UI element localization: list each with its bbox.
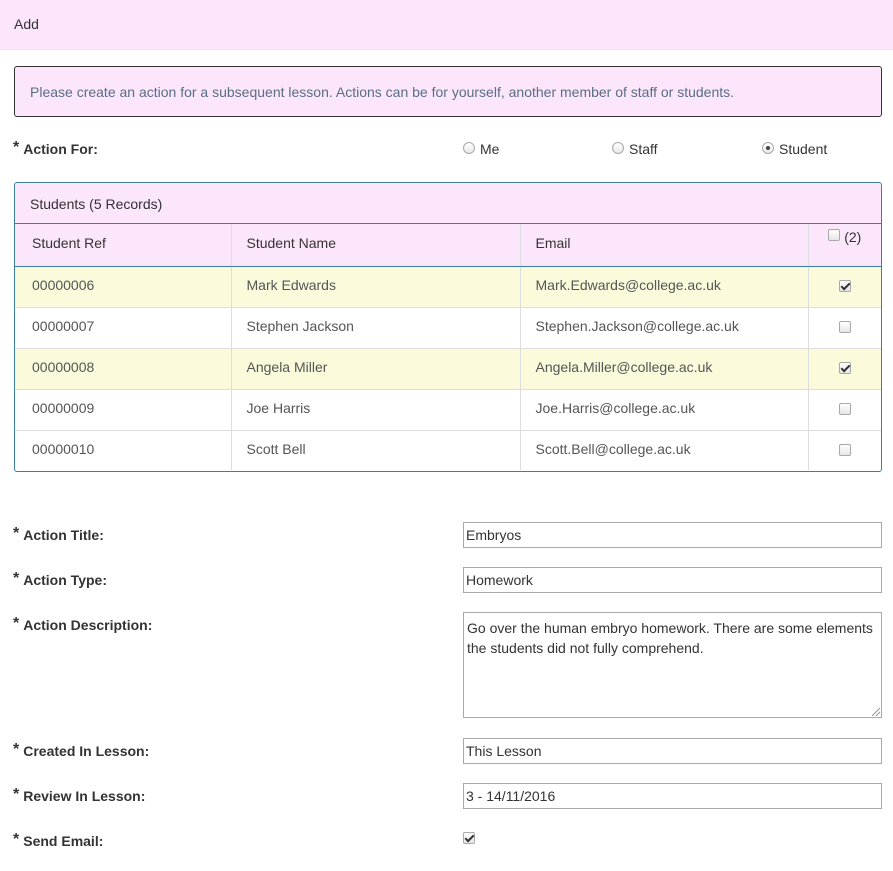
col-select bbox=[808, 224, 881, 266]
radio-student-dot[interactable] bbox=[762, 142, 774, 154]
table-row[interactable] bbox=[15, 266, 881, 307]
radio-me-dot[interactable] bbox=[463, 142, 475, 154]
action-for-label: * Action For: bbox=[13, 139, 98, 157]
created-in-lesson-select[interactable]: This Lesson bbox=[463, 738, 882, 764]
student-email: Mark.Edwards@college.ac.uk bbox=[520, 266, 808, 307]
radio-staff-dot[interactable] bbox=[612, 142, 624, 154]
student-email: Scott.Bell@college.ac.uk bbox=[520, 430, 808, 470]
student-ref: 00000010 bbox=[15, 430, 231, 470]
student-email: Joe.Harris@college.ac.uk bbox=[520, 389, 808, 430]
send-email-checkbox[interactable] bbox=[463, 832, 475, 844]
students-table bbox=[15, 224, 881, 470]
students-panel-title: Students (5 Records) bbox=[30, 196, 163, 212]
students-panel-header bbox=[15, 183, 881, 224]
select-count: (2) bbox=[844, 229, 862, 245]
review-in-lesson-label: * Review In Lesson: bbox=[13, 786, 146, 804]
action-description-textarea[interactable] bbox=[463, 612, 882, 718]
required-mark: * bbox=[13, 139, 20, 156]
radio-student-label: Student bbox=[779, 141, 828, 157]
action-description-label: * Action Description: bbox=[13, 615, 153, 633]
col-student-name[interactable]: Student Name bbox=[231, 224, 520, 266]
table-row[interactable] bbox=[15, 307, 881, 348]
table-row[interactable] bbox=[15, 348, 881, 389]
header-bar bbox=[0, 0, 893, 50]
radio-staff-label: Staff bbox=[629, 141, 658, 157]
student-name: Scott Bell bbox=[231, 430, 520, 470]
review-in-lesson-select[interactable]: 3 - 14/11/2016 bbox=[463, 783, 882, 809]
student-email: Stephen.Jackson@college.ac.uk bbox=[520, 307, 808, 348]
info-message: Please create an action for a subsequent lesson. Actions can be for yourself, another member of staff or students. bbox=[30, 84, 735, 100]
student-name: Stephen Jackson bbox=[231, 307, 520, 348]
student-ref: 00000006 bbox=[15, 266, 231, 307]
student-ref: 00000007 bbox=[15, 307, 231, 348]
resize-handle[interactable] bbox=[872, 708, 880, 716]
student-ref: 00000009 bbox=[15, 389, 231, 430]
table-row[interactable] bbox=[15, 430, 881, 470]
action-title-label: * Action Title: bbox=[13, 525, 104, 543]
row-checkbox[interactable] bbox=[839, 403, 851, 415]
table-row[interactable] bbox=[15, 389, 881, 430]
action-title-input[interactable]: Embryos bbox=[463, 522, 882, 548]
table-header-row bbox=[15, 224, 881, 266]
header-title: Add bbox=[14, 16, 39, 32]
col-email[interactable]: Email bbox=[520, 224, 808, 266]
created-in-lesson-label: * Created In Lesson: bbox=[13, 741, 150, 759]
radio-me-label: Me bbox=[480, 141, 500, 157]
row-checkbox[interactable] bbox=[839, 362, 851, 374]
info-box bbox=[14, 66, 882, 117]
action-type-label: * Action Type: bbox=[13, 570, 107, 588]
action-type-select[interactable]: Homework bbox=[463, 567, 882, 593]
row-checkbox[interactable] bbox=[839, 321, 851, 333]
student-name: Joe Harris bbox=[231, 389, 520, 430]
student-name: Angela Miller bbox=[231, 348, 520, 389]
row-checkbox[interactable] bbox=[839, 280, 851, 292]
action-description-text: Go over the human embryo homework. There are some elements the students did not fully comprehend. bbox=[467, 620, 873, 656]
student-email: Angela.Miller@college.ac.uk bbox=[520, 348, 808, 389]
row-checkbox[interactable] bbox=[839, 444, 851, 456]
students-panel bbox=[14, 182, 882, 472]
col-student-ref[interactable]: Student Ref bbox=[15, 224, 231, 266]
select-all-checkbox[interactable] bbox=[828, 229, 840, 241]
student-ref: 00000008 bbox=[15, 348, 231, 389]
send-email-label: * Send Email: bbox=[13, 831, 104, 849]
student-name: Mark Edwards bbox=[231, 266, 520, 307]
